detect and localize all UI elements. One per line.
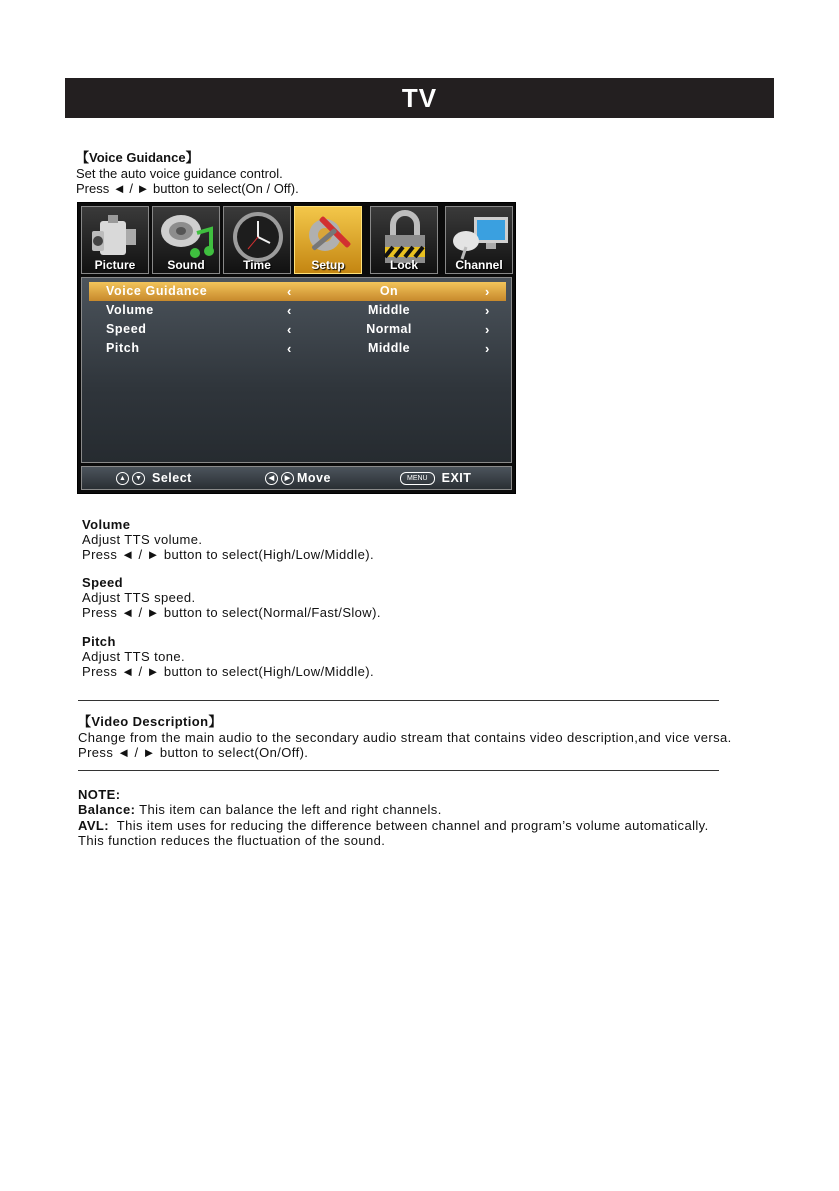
up-icon: ▲	[116, 472, 129, 485]
row-value: Middle	[368, 303, 410, 317]
row-label: Volume	[106, 303, 154, 317]
page-banner: TV	[65, 78, 774, 118]
row-value: Middle	[368, 341, 410, 355]
avl-text: This item uses for reducing the difference between channel and program’s volume automatically.	[108, 818, 709, 833]
exit-label: EXIT	[441, 471, 472, 485]
select-label: Select	[152, 471, 192, 485]
tv-menu-screenshot	[77, 202, 516, 494]
voice-guidance-instruction: Press ◄ / ► button to select(On / Off).	[76, 181, 299, 196]
tab-label: Sound	[167, 258, 205, 272]
tab-setup[interactable]	[294, 206, 362, 274]
move-label: Move	[297, 471, 331, 485]
exit-hint	[400, 471, 471, 486]
pitch-desc: Adjust TTS tone.	[82, 649, 185, 664]
arrow-right-icon[interactable]: ›	[485, 284, 490, 299]
row-label: Speed	[106, 322, 147, 336]
arrow-right-icon[interactable]: ›	[485, 303, 490, 318]
speed-heading: Speed	[82, 575, 124, 590]
menu-row-pitch[interactable]	[89, 339, 506, 358]
avl-label: AVL:	[78, 818, 109, 833]
tab-picture[interactable]	[81, 206, 149, 274]
menu-footer	[81, 466, 512, 490]
down-icon: ▼	[132, 472, 145, 485]
row-label: Voice Guidance	[106, 284, 208, 298]
tab-time[interactable]	[223, 206, 291, 274]
row-label: Pitch	[106, 341, 140, 355]
note-avl	[78, 818, 709, 833]
tab-channel[interactable]	[445, 206, 513, 274]
tab-label: Lock	[389, 258, 418, 272]
tab-label: Channel	[455, 258, 503, 272]
row-value: Normal	[366, 322, 412, 336]
volume-heading: Volume	[82, 517, 131, 532]
tab-label: Time	[243, 258, 271, 272]
arrow-left-icon[interactable]: ‹	[287, 322, 292, 337]
pitch-heading: Pitch	[82, 634, 116, 649]
menu-row-voice-guidance[interactable]	[89, 282, 506, 301]
settings-panel	[81, 277, 512, 463]
arrow-left-icon[interactable]: ‹	[287, 303, 292, 318]
volume-instruction: Press ◄ / ► button to select(High/Low/Middle).	[82, 547, 374, 562]
menu-row-volume[interactable]	[89, 301, 506, 320]
video-description-instruction: Press ◄ / ► button to select(On/Off).	[78, 745, 309, 760]
right-icon: ▶	[281, 472, 294, 485]
video-description-desc: Change from the main audio to the secondary audio stream that contains video description,and vice versa.	[78, 730, 732, 745]
voice-guidance-desc: Set the auto voice guidance control.	[76, 166, 283, 181]
menu-key-icon: MENU	[400, 472, 435, 485]
move-hint	[265, 471, 331, 486]
pitch-instruction: Press ◄ / ► button to select(High/Low/Middle).	[82, 664, 374, 679]
note-heading: NOTE:	[78, 787, 121, 802]
tab-sound[interactable]	[152, 206, 220, 274]
tab-label: Picture	[94, 258, 136, 272]
left-icon: ◀	[265, 472, 278, 485]
note-balance	[78, 802, 442, 817]
speed-desc: Adjust TTS speed.	[82, 590, 196, 605]
select-hint	[116, 471, 192, 486]
balance-text: This item can balance the left and right channels.	[135, 802, 442, 817]
tab-lock[interactable]	[370, 206, 438, 274]
arrow-left-icon[interactable]: ‹	[287, 341, 292, 356]
menu-row-speed[interactable]	[89, 320, 506, 339]
tab-label: Setup	[311, 258, 345, 272]
arrow-right-icon[interactable]: ›	[485, 322, 490, 337]
divider	[78, 700, 719, 701]
note-line3: This function reduces the fluctuation of the sound.	[78, 833, 386, 848]
video-description-heading: 【Video Description】	[78, 714, 222, 729]
row-value: On	[379, 284, 399, 298]
divider	[78, 770, 719, 771]
volume-desc: Adjust TTS volume.	[82, 532, 203, 547]
arrow-right-icon[interactable]: ›	[485, 341, 490, 356]
speed-instruction: Press ◄ / ► button to select(Normal/Fast/Slow).	[82, 605, 381, 620]
balance-label: Balance:	[78, 802, 136, 817]
voice-guidance-heading: 【Voice Guidance】	[76, 150, 199, 165]
arrow-left-icon[interactable]: ‹	[287, 284, 292, 299]
